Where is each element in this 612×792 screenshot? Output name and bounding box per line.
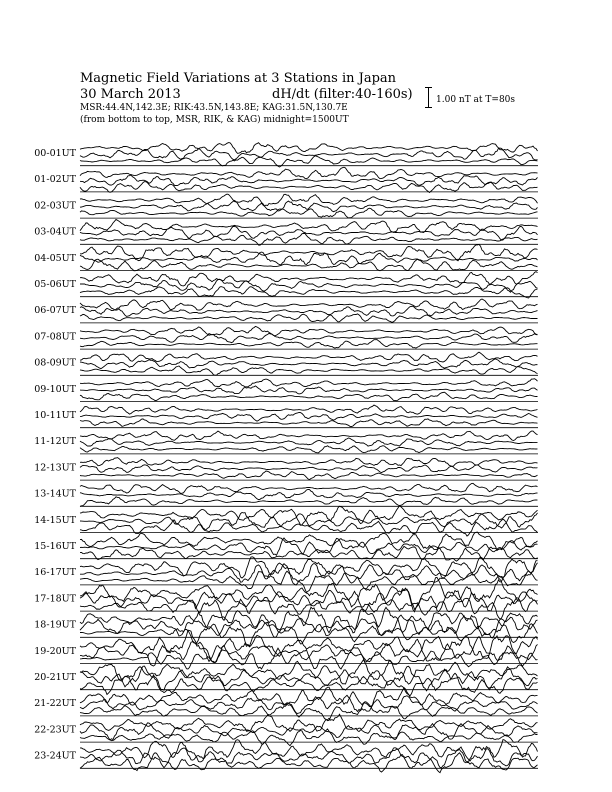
quantity-label: dH/dt (filter:40-160s)	[272, 87, 413, 102]
row-label: 23-24UT	[34, 750, 76, 762]
trace-msr	[80, 419, 538, 427]
row-label: 03-04UT	[34, 226, 76, 238]
trace-kag	[80, 431, 538, 440]
trace-msr	[80, 366, 538, 375]
trace-msr	[80, 519, 538, 536]
hour-row-22-23UT	[34, 714, 538, 745]
trace-rik	[80, 538, 538, 555]
trace-rik	[80, 589, 538, 612]
trace-rik	[80, 252, 538, 265]
row-label: 01-02UT	[34, 174, 76, 186]
row-label: 00-01UT	[34, 148, 76, 159]
row-label: 08-09UT	[34, 357, 76, 369]
date-label: 30 March 2013	[80, 87, 181, 102]
trace-msr	[80, 208, 538, 218]
row-label: 14-15UT	[34, 514, 76, 526]
hour-row-19-20UT	[34, 630, 538, 669]
station-coordinates: MSR:44.4N,142.3E; RIK:43.5N,143.8E; KAG:31.5N,130.7E	[80, 103, 348, 113]
trace-msr	[80, 314, 538, 323]
hour-row-01-02UT	[34, 167, 538, 192]
trace-rik	[80, 438, 538, 446]
trace-kag	[80, 557, 538, 582]
row-label: 09-10UT	[34, 383, 76, 395]
trace-msr	[80, 673, 538, 695]
trace-msr	[80, 287, 538, 298]
trace-rik	[80, 306, 538, 316]
trace-kag	[80, 405, 538, 414]
row-label: 02-03UT	[34, 200, 76, 212]
row-label: 07-08UT	[34, 331, 76, 343]
trace-rik	[80, 333, 538, 342]
row-label: 20-21UT	[34, 672, 76, 683]
trace-kag	[80, 194, 538, 206]
row-label: 15-16UT	[34, 541, 76, 552]
trace-rik	[80, 465, 538, 473]
row-label: 04-05UT	[34, 252, 76, 264]
row-label: 22-23UT	[34, 724, 76, 736]
row-label: 05-06UT	[34, 279, 76, 290]
trace-rik	[80, 489, 538, 499]
hour-row-09-10UT	[34, 379, 538, 402]
trace-kag	[80, 167, 538, 179]
trace-kag	[80, 379, 538, 387]
trace-rik	[80, 723, 538, 740]
row-label: 21-22UT	[34, 698, 76, 710]
trace-kag	[80, 506, 538, 525]
trace-msr	[80, 446, 538, 453]
hour-row-05-06UT	[34, 272, 538, 298]
trace-msr	[80, 497, 538, 507]
trace-rik	[80, 359, 538, 369]
hour-row-14-15UT	[34, 506, 538, 536]
hour-row-00-01UT	[34, 143, 538, 167]
trace-msr	[80, 471, 538, 480]
trace-kag	[80, 483, 538, 493]
trace-rik	[80, 386, 538, 394]
trace-msr	[80, 259, 538, 271]
trace-msr	[80, 729, 538, 746]
row-label: 13-14UT	[34, 488, 76, 500]
hour-row-16-17UT	[34, 557, 538, 593]
trace-kag	[80, 458, 538, 467]
hour-row-11-12UT	[34, 431, 538, 454]
trace-msr	[80, 234, 538, 246]
trace-msr	[80, 392, 538, 401]
row-label: 19-20UT	[34, 645, 76, 657]
row-label: 10-11UT	[34, 410, 76, 421]
row-label: 11-12UT	[34, 436, 76, 448]
hour-row-20-21UT	[34, 660, 538, 696]
trace-rik	[80, 279, 538, 292]
row-label: 12-13UT	[34, 462, 76, 474]
hour-row-07-08UT	[34, 326, 538, 349]
row-label: 17-18UT	[34, 593, 76, 605]
trace-kag	[80, 220, 538, 233]
scale-label: 1.00 nT at T=80s	[436, 95, 516, 105]
hour-row-23-24UT	[34, 740, 538, 773]
hour-row-13-14UT	[34, 483, 538, 506]
trace-kag	[80, 326, 538, 335]
hour-row-06-07UT	[34, 299, 538, 323]
trace-msr	[80, 340, 538, 349]
hour-row-12-13UT	[34, 458, 538, 481]
hour-row-10-11UT	[34, 405, 538, 428]
hour-row-03-04UT	[34, 220, 538, 246]
row-label: 18-19UT	[34, 619, 76, 631]
trace-kag	[80, 299, 538, 310]
hour-row-04-05UT	[34, 244, 538, 270]
chart-title: Magnetic Field Variations at 3 Stations in Japan	[80, 71, 397, 86]
hour-row-02-03UT	[34, 194, 538, 218]
hour-row-15-16UT	[34, 532, 538, 561]
trace-msr	[80, 753, 538, 773]
row-label: 16-17UT	[34, 567, 76, 579]
station-order-note: (from bottom to top, MSR, RIK, & KAG) midnight=1500UT	[80, 115, 349, 125]
hour-row-08-09UT	[34, 352, 538, 375]
trace-kag	[80, 352, 538, 362]
trace-rik	[80, 412, 538, 421]
trace-kag	[80, 740, 538, 762]
row-label: 06-07UT	[34, 305, 76, 317]
